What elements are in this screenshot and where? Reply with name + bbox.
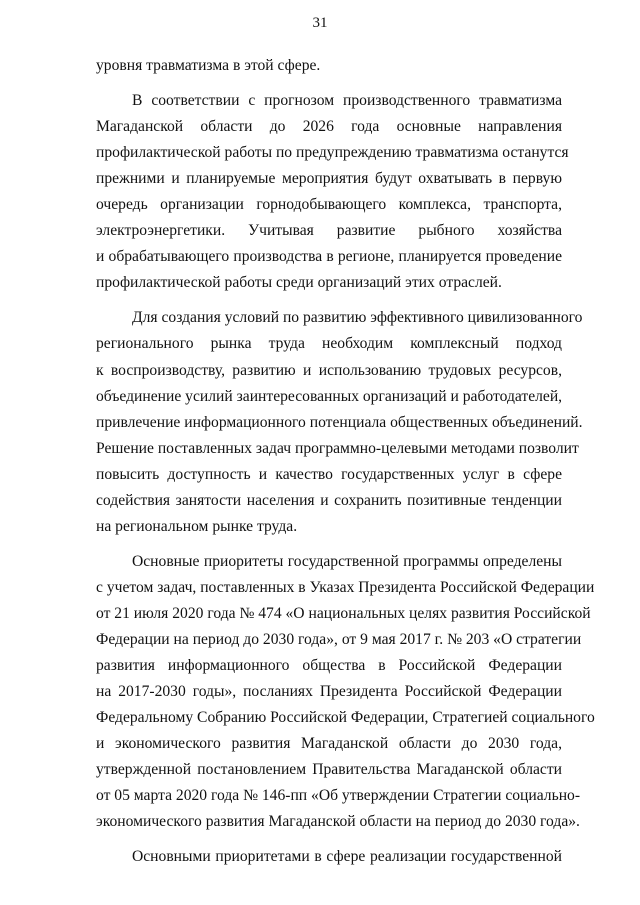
text-line: В соответствии с прогнозом производственного травматизма [132, 92, 562, 110]
text-line: содействия занятости населения и сохранить позитивные тенденции [96, 491, 562, 509]
paragraph [96, 549, 595, 836]
paragraph [96, 844, 562, 870]
text-line: на 2017-2030 годы», посланиях Президента Российской Федерации [96, 683, 562, 701]
text-line: Для создания условий по развитию эффективного цивилизованного [132, 309, 583, 327]
text-line: Основные приоритеты государственной программы определены [132, 552, 562, 570]
text-line: к воспроизводству, развитию и использованию трудовых ресурсов, [96, 361, 562, 379]
text-line: от 21 июля 2020 года № 474 «О национальных целях развития Российской [96, 604, 591, 622]
text-line: и экономического развития Магаданской области до 2030 года, [96, 735, 562, 753]
text-line: повысить доступность и качество государственных услуг в сфере [96, 465, 562, 483]
text-line: на региональном рынке труда. [96, 517, 298, 535]
text-line: Федеральному Собранию Российской Федерации, Стратегией социального [96, 709, 595, 727]
text-line: экономического развития Магаданской области на период до 2030 года». [96, 813, 580, 831]
text-line: профилактической работы по предупреждению травматизма останутся [96, 144, 569, 162]
text-line: развития информационного общества в Российской Федерации [96, 657, 562, 675]
text-line: объединение усилий заинтересованных организаций и работодателей, [96, 387, 563, 405]
text-line: очередь организации горнодобывающего комплекса, транспорта, [96, 196, 562, 214]
text-line: от 05 марта 2020 года № 146-пп «Об утверждении Стратегии социально- [96, 787, 581, 805]
text-line: и обрабатывающего производства в регионе, планируется проведение [96, 248, 562, 266]
document-body [96, 53, 595, 879]
text-line: Магаданской области до 2026 года основные направления [96, 118, 562, 136]
text-line: с учетом задач, поставленных в Указах Президента Российской Федерации [96, 578, 595, 596]
text-line: профилактической работы среди организаций этих отраслей. [96, 274, 502, 292]
text-line: утвержденной постановлением Правительства Магаданской области [96, 761, 562, 779]
paragraph [96, 53, 562, 79]
text-line: регионального рынка труда необходим комплексный подход [96, 335, 562, 353]
text-line: Основными приоритетами в сфере реализации государственной [132, 848, 562, 866]
paragraph [96, 305, 583, 539]
paragraph [96, 88, 569, 296]
text-line: привлечение информационного потенциала общественных объединений. [96, 413, 583, 431]
text-line: электроэнергетики. Учитывая развитие рыбного хозяйства [96, 222, 562, 240]
text-line: уровня травматизма в этой сфере. [96, 57, 321, 74]
text-line: Решение поставленных задач программно-целевыми методами позволит [96, 439, 579, 457]
text-line: Федерации на период до 2030 года», от 9 мая 2017 г. № 203 «О стратегии [96, 630, 582, 648]
text-line: прежними и планируемые мероприятия будут охватывать в первую [96, 170, 562, 188]
page-number: 31 [312, 15, 328, 31]
